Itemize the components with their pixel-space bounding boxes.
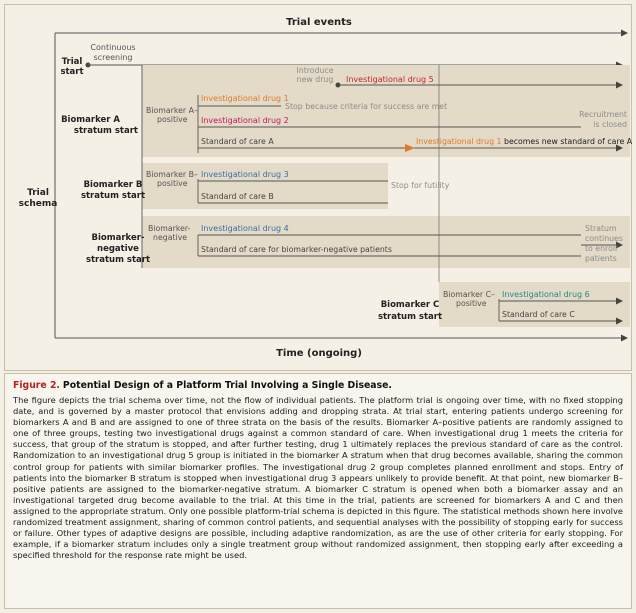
recruitment-closed-label-2: is closed	[593, 120, 627, 129]
stratum-b-label-1: Biomarker B	[83, 180, 143, 190]
drug6-label: Investigational drug 6	[502, 290, 590, 299]
stratum-c-box-label-2: positive	[456, 299, 487, 308]
stratum-neg-label-1: Biomarker-	[91, 233, 145, 243]
figure-label: Figure 2.	[13, 380, 60, 391]
continues-label-3: to enroll	[585, 244, 618, 253]
continues-label-2: continues	[585, 234, 623, 243]
stratum-c-label-1: Biomarker C	[380, 300, 440, 310]
stratum-b-box-label-2: positive	[157, 179, 188, 188]
caption-title	[13, 380, 623, 392]
continuous-screening-label-1: Continuous	[90, 43, 136, 52]
time-axis-label: Time (ongoing)	[276, 348, 362, 359]
trial-schema-label-2: schema	[18, 199, 58, 209]
continues-label-1: Stratum	[585, 224, 617, 233]
new-soc-drug1: Investigational drug 1	[416, 137, 502, 146]
new-soc-suffix: becomes new standard of care A	[501, 137, 633, 146]
drug2-label: Investigational drug 2	[201, 116, 289, 125]
soc-b-label: Standard of care B	[201, 192, 274, 201]
figure-caption	[4, 373, 632, 609]
figure-title: Potential Design of a Platform Trial Involving a Single Disease.	[62, 380, 392, 391]
drug5-label: Investigational drug 5	[346, 75, 434, 84]
drug4-label: Investigational drug 4	[201, 224, 289, 233]
drug1-label: Investigational drug 1	[201, 94, 289, 103]
stratum-b-box-label-1: Biomarker B–	[146, 170, 198, 179]
drug3-label: Investigational drug 3	[201, 170, 289, 179]
stratum-neg-box-label-1: Biomarker-	[148, 224, 191, 233]
trial-schema-label-1: Trial	[27, 188, 49, 198]
drug1-stop-label: Stop because criteria for success are met	[285, 102, 448, 111]
stratum-a-box-label-1: Biomarker A–	[146, 106, 198, 115]
stratum-c-label-2: stratum start	[377, 312, 443, 322]
stratum-a-box-label-2: positive	[157, 115, 188, 124]
introduce-new-drug-2: new drug	[296, 75, 334, 84]
stratum-a-label-2: stratum start	[73, 126, 138, 136]
stop-futility-label: Stop for futility	[391, 181, 450, 190]
trial-start-label-2: start	[60, 67, 84, 77]
soc-neg-label: Standard of care for biomarker-negative patients	[201, 245, 392, 254]
soc-c-label: Standard of care C	[502, 310, 575, 319]
new-soc-label	[416, 137, 633, 146]
stratum-neg-label-2: negative	[97, 244, 139, 254]
trial-schema-diagram	[5, 5, 633, 372]
caption-body: The figure depicts the trial schema over time, not the flow of individual patients. The platform trial is ongoing over time, with no fixed stopping date, and is governed by a master protocol that envisions adding and dropping strata. At trial start, entering patients undergo screening for biomarkers A and B and are assigned to one of three strata on the basis of the results. Biomarker A–positive patients are randomly assigned to one of three groups, testing two investigational drugs against a common standard of care. When investigational drug 1 meets the criteria for success, that group of the stratum is stopped, and after further testing, drug 1 ultimately replaces the previous standard of care as the control. Randomization to an investigational drug 5 group is initiated in the biomarker A stratum when that drug becomes available, sharing the common control group for patients with similar biomarker profiles. The investigational drug 2 group completes planned enrollment and stops. Entry of patients into the biomarker B stratum is stopped when investigational drug 3 appears unlikely to provide benefit. At that point, new biomarker B–positive patients are assigned to the biomarker-negative stratum. A biomarker C stratum is opened when both a biomarker assay and an investigational targeted drug become available to the trial. At this time in the trial, patients are screened for biomarkers A and C and then assigned to the appropriate stratum. Only one possible platform-trial schema is depicted in this figure. The statistical methods shown here involve randomized treatment assignment, sharing of common control patients, and sequential analyses with the possibility of stopping early for success or failure. Other types of adaptive designs are possible, including adaptive randomization, as are the use of other criteria for early stopping. For example, if a biomarker stratum includes only a single treatment group without randomized assignment, then stopping early after exceeding a specified threshold for the response rate might be used.	[13, 395, 623, 561]
stratum-a-label-1: Biomarker A	[61, 115, 120, 125]
soc-a-label: Standard of care A	[201, 137, 274, 146]
stratum-c-box-label-1: Biomarker C–	[443, 290, 495, 299]
continuous-screening-label-2: screening	[93, 53, 133, 62]
stratum-b-label-2: stratum start	[80, 191, 146, 201]
trial-events-title: Trial events	[286, 17, 352, 28]
stratum-neg-box-label-2: negative	[153, 233, 188, 242]
trial-schema-figure	[4, 4, 632, 371]
stratum-neg-label-3: stratum start	[85, 255, 151, 265]
recruitment-closed-label-1: Recruitment	[579, 110, 627, 119]
trial-start-label-1: Trial	[61, 57, 83, 67]
introduce-new-drug-1: Introduce	[296, 66, 334, 75]
continues-label-4: patients	[585, 254, 617, 263]
